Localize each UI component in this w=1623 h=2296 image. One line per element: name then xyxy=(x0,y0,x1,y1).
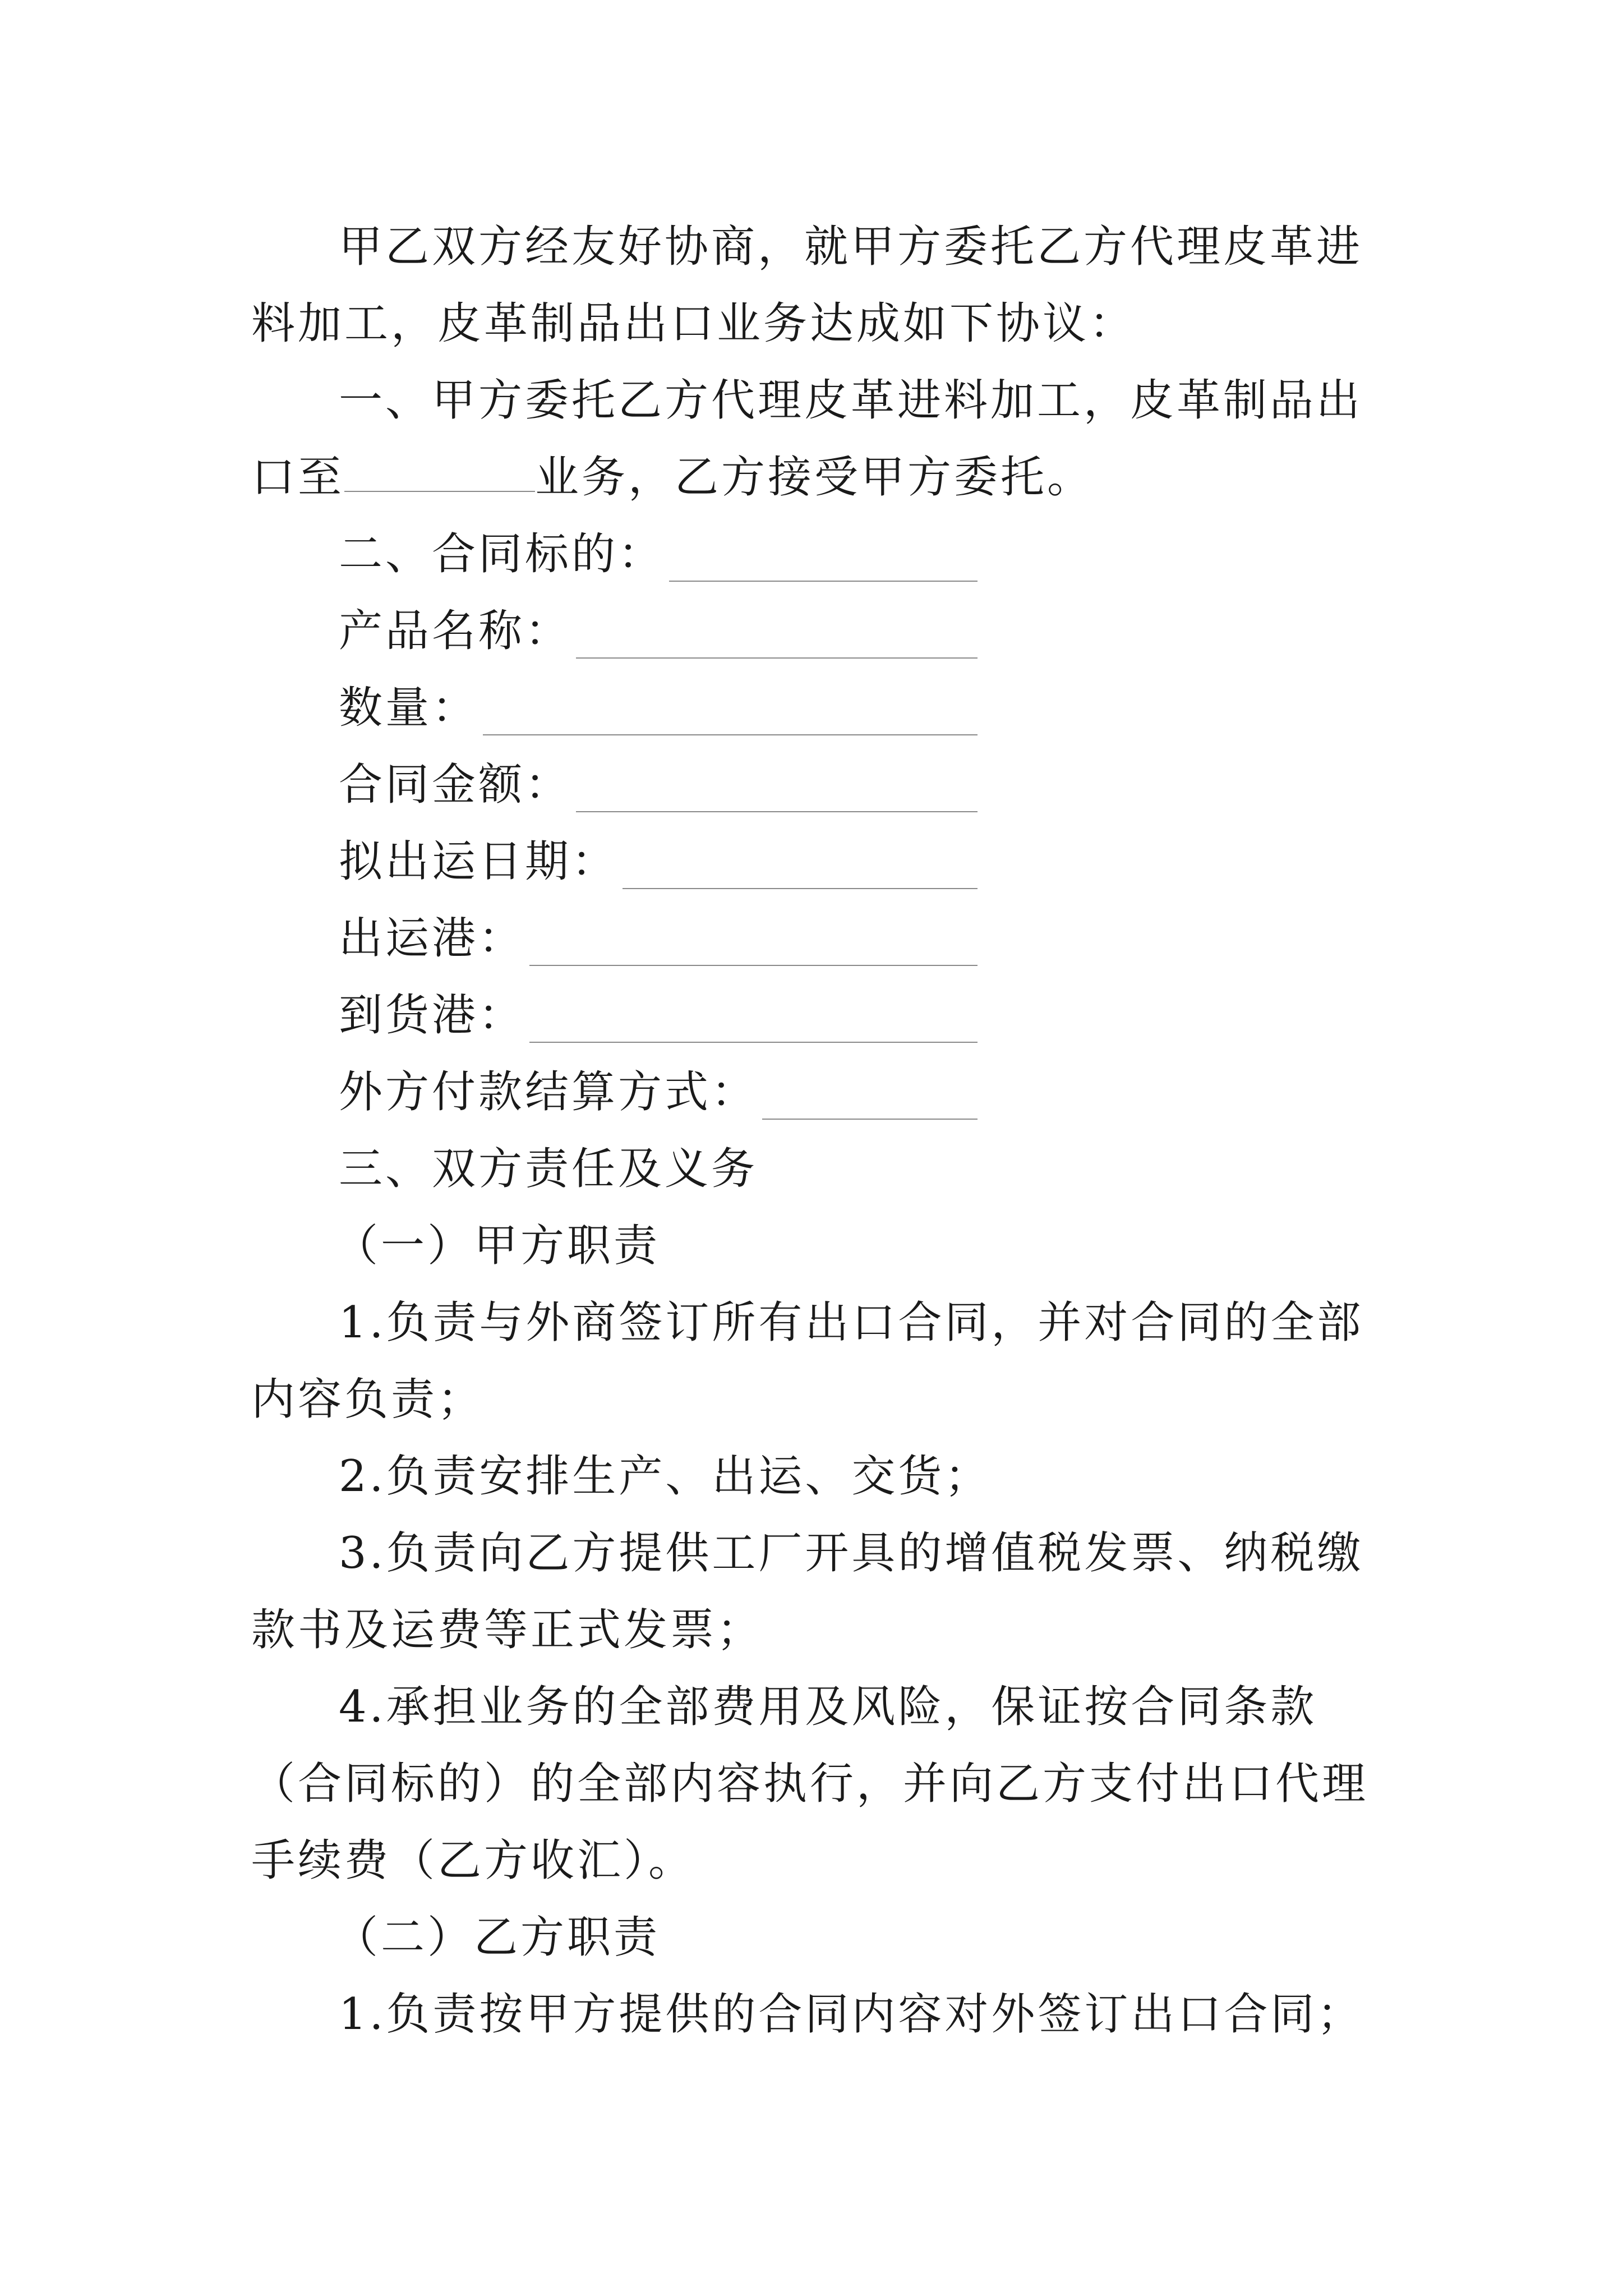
field-label: 拟出运日期： xyxy=(339,836,619,887)
field-label: 出运港： xyxy=(339,913,525,964)
field-contract-amount xyxy=(251,747,978,823)
clause-1-paragraph xyxy=(251,362,1390,516)
fill-blank[interactable] xyxy=(576,780,978,812)
clause-1-prefix: 一、甲方委托乙方代理皮革进料加工，皮革制品出口至 xyxy=(251,375,1363,503)
clause-1-suffix: 业务，乙方接受甲方委托。 xyxy=(535,452,1094,503)
field-quantity xyxy=(251,670,978,747)
field-contract-subject xyxy=(251,516,978,593)
fill-blank[interactable] xyxy=(623,857,978,889)
fill-blank[interactable] xyxy=(576,626,978,659)
field-label: 到货港： xyxy=(339,990,525,1041)
fill-blank[interactable] xyxy=(669,549,978,582)
field-label: 外方付款结算方式： xyxy=(339,1067,758,1117)
fill-blank[interactable] xyxy=(762,1087,978,1120)
field-payment-method xyxy=(251,1054,978,1131)
section-3-heading: 三、双方责任及义务 xyxy=(339,1144,758,1194)
intro-paragraph: 甲乙双方经友好协商，就甲方委托乙方代理皮革进料加工，皮革制品出口业务达成如下协议： xyxy=(251,222,1363,349)
field-product-name xyxy=(251,593,978,670)
party-b-item-1: 1.负责按甲方提供的合同内容对外签订出口合同； xyxy=(339,1989,1364,2040)
contract-body xyxy=(251,209,1390,2053)
party-b-heading: （二）乙方职责 xyxy=(334,1912,661,1963)
field-shipping-date xyxy=(251,823,978,900)
fill-blank[interactable] xyxy=(483,703,978,735)
field-label: 产品名称： xyxy=(339,606,572,656)
field-label: 合同金额： xyxy=(339,760,572,810)
field-port-of-loading xyxy=(251,900,978,977)
party-a-heading: （一）甲方职责 xyxy=(334,1221,661,1271)
destination-blank[interactable] xyxy=(344,453,535,492)
party-a-item-1: 1.负责与外商签订所有出口合同，并对合同的全部内容负责； xyxy=(251,1297,1364,1425)
field-label: 数量： xyxy=(339,683,479,733)
party-a-item-2: 2.负责安排生产、出运、交货； xyxy=(339,1451,992,1502)
fill-blank[interactable] xyxy=(529,933,978,966)
field-port-of-destination xyxy=(251,977,978,1054)
party-a-item-3: 3.负责向乙方提供工厂开具的增值税发票、纳税缴款书及运费等正式发票； xyxy=(251,1528,1364,1655)
party-a-item-4: 4.承担业务的全部费用及风险，保证按合同条款（合同标的）的全部内容执行，并向乙方支付出口代理手续费（乙方收汇）。 xyxy=(251,1682,1369,1886)
fill-blank[interactable] xyxy=(529,1010,978,1043)
field-label: 二、合同标的： xyxy=(339,529,665,579)
